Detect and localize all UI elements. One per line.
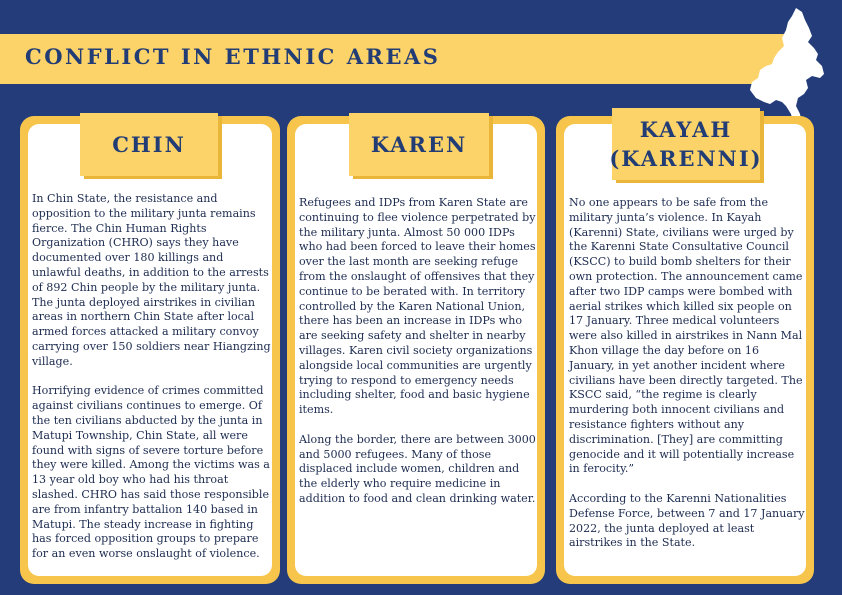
karen-paragraph-1: Refugees and IDPs from Karen State are continuing to flee violence perpetrated by the military junta. Almost 50 000 IDPs who had been forced to leave their homes over the last month are seeking refuge from the onslaught of offensives that they continue to be berated with. In territory controlled by the Karen National Union, there has been an increase in IDPs who are seeking safety and shelter in nearby villages. Karen civil society organizations alongside local communities are urgently trying to respond to emergency needs including shelter, food and basic hygiene items. bbox=[299, 196, 536, 417]
chin-paragraph-2: Horrifying evidence of crimes committed against civilians continues to emerge. Of the ten civilians abducted by the junta in Matupi Township, Chin State, all were found with signs of severe torture before they were killed. Among the victims was a 13 year old boy who had his throat slashed. CHRO has said those responsible are from infantry battalion 140 based in Matupi. The steady increase in fighting has forced opposition groups to prepare for an even worse onslaught of violence. bbox=[32, 384, 270, 561]
karen-paragraph-2: Along the border, there are between 3000 and 5000 refugees. Many of those displaced include women, children and the elderly who require medicine in addition to food and clean drinking water. bbox=[299, 432, 536, 505]
chin-text bbox=[32, 192, 274, 562]
chin-title: CHIN bbox=[112, 132, 186, 157]
chin-header-tab bbox=[80, 113, 218, 176]
karen-header-tab bbox=[349, 113, 489, 176]
kayah-text bbox=[569, 196, 807, 551]
karen-title: KAREN bbox=[370, 132, 468, 157]
karen-text bbox=[299, 196, 537, 507]
kayah-paragraph-2: According to the Karenni Nationalities Defense Force, between 7 and 17 January 2022, the junta deployed at least airstrikes in the State. bbox=[569, 491, 805, 550]
kayah-header-tab bbox=[609, 108, 763, 180]
kayah-paragraph-1: No one appears to be safe from the military junta’s violence. In Kayah (Karenni) State, civilians were urged by the Karenni State Consultative Council (KSCC) to build bomb shelters for their own protection. The announcement came after two IDP camps were bombed with aerial strikes which killed six people on 17 January. Three medical volunteers were also killed in airstrikes in Nann Mal Khon village the day before on 16 January, in yet another incident where civilians have been directly targeted. The KSCC said, “the regime is clearly murdering both innocent civilians and resistance fighters without any discrimination. [They] are committing genocide and it will potentially increase in ferocity.” bbox=[569, 196, 803, 476]
page-title: CONFLICT IN ETHNIC AREAS bbox=[25, 44, 441, 69]
kayah-title: KAYAH (KARENNI) bbox=[609, 117, 763, 171]
chin-paragraph-1: In Chin State, the resistance and opposition to the military junta remains fierce. The Chin Human Rights Organization (CHRO) says they have documented over 180 killings and unlawful deaths, in addition to the arrests of 892 Chin people by the military junta. The junta deployed airstrikes in civilian areas in northern Chin State after local armed forces attacked a military convoy carrying over 150 soldiers near Hiangzing village. bbox=[32, 192, 271, 368]
